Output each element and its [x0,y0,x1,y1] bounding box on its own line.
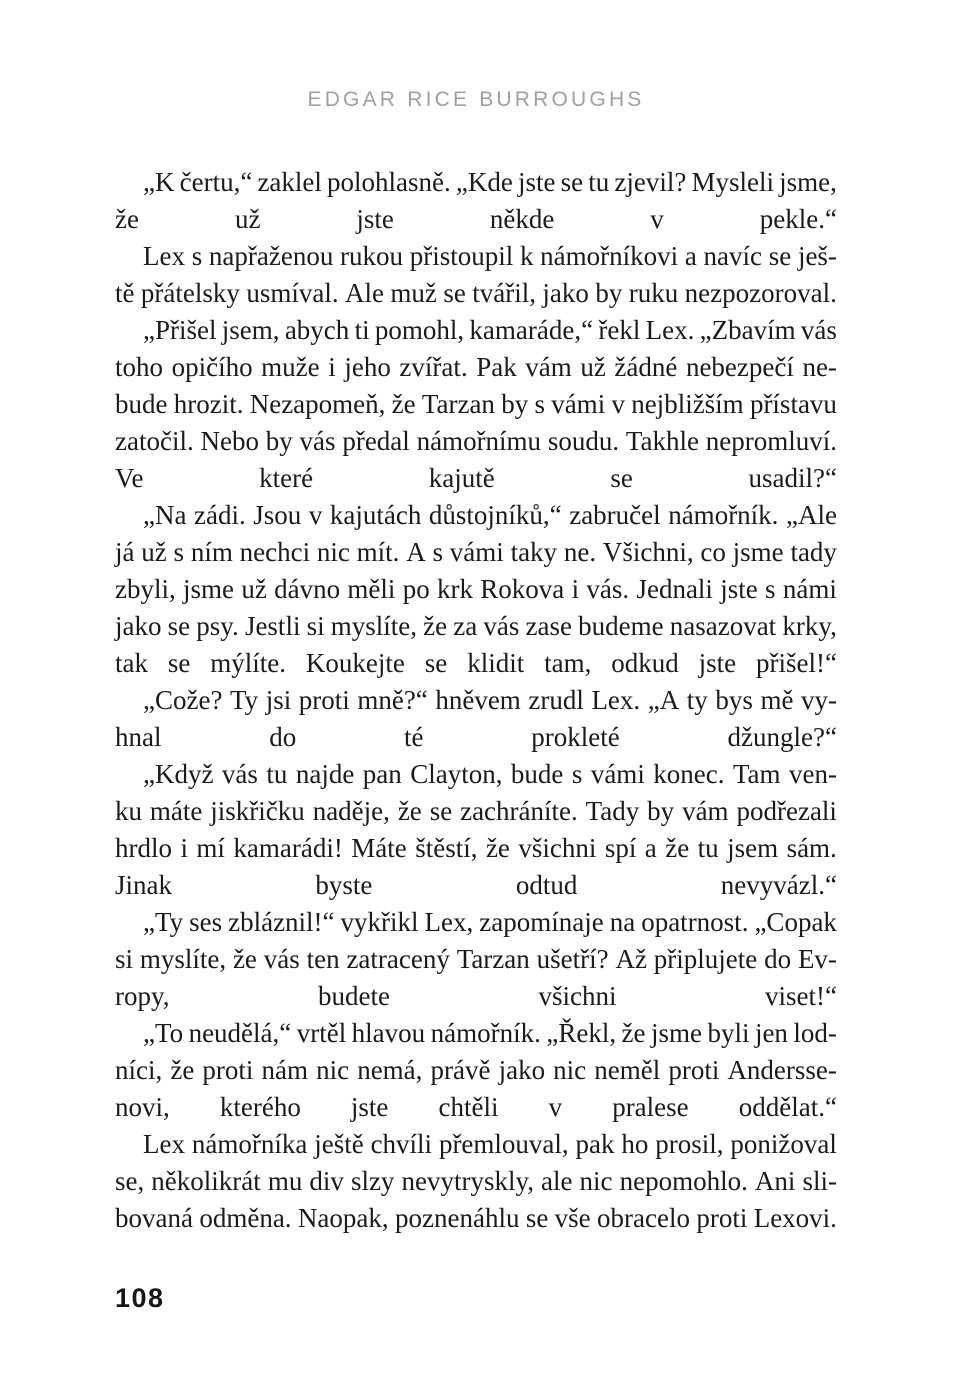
text-line: bude hrozit. Nezapomeň, že Tarzan by s vámi v nejbližším přístavu [115,389,837,419]
text-line: ropy, budete všichni viset!“ [115,981,837,1011]
text-line: novi, kterého jste chtěli v pralese oddělat.“ [115,1092,837,1122]
text-line: „Ty ses zbláznil!“ vykřikl Lex, zapomínaje na opatrnost. „Copak [143,907,837,937]
text-line: toho opičího muže i jeho zvířat. Pak vám už žádné nebezpečí ne- [115,352,837,382]
text-line: „Na zádi. Jsou v kajutách důstojníků,“ zabručel námořník. „Ale [143,500,837,530]
text-line: Ve které kajutě se usadil?“ [115,463,837,493]
page-number: 108 [115,1283,165,1313]
text-line: se, několikrát mu div slzy nevytryskly, ale nic nepomohlo. Ani sli- [115,1166,837,1196]
text-line: ku máte jiskřičku naděje, že se zachráníte. Tady by vám podřezali [115,796,837,826]
text-line: „Cože? Ty jsi proti mně?“ hněvem zrudl Lex. „A ty bys mě vy- [143,685,837,715]
text-line: tě přátelsky usmíval. Ale muž se tvářil, jako by ruku nezpozoroval. [115,278,837,308]
text-line: níci, že proti nám nic nemá, právě jako nic neměl proti Andersse- [115,1055,837,1085]
running-header: EDGAR RICE BURROUGHS [307,88,645,111]
text-block [115,164,837,1237]
text-line: „K čertu,“ zaklel polohlasně. „Kde jste se tu zjevil? Mysleli jsme, [143,167,837,197]
text-line: Lex námořníka ještě chvíli přemlouval, pak ho prosil, ponižoval [143,1129,837,1159]
text-line: bovaná odměna. Naopak, poznenáhlu se vše obracelo proti Lexovi. [115,1203,837,1233]
text-line: jako se psy. Jestli si myslíte, že za vás zase budeme nasazovat krky, [115,611,837,641]
text-line: zbyli, jsme už dávno měli po krk Rokova i vás. Jednali jste s námi [115,574,837,604]
text-line: „Přišel jsem, abych ti pomohl, kamaráde,“ řekl Lex. „Zbavím vás [143,315,837,345]
text-line: si myslíte, že vás ten zatracený Tarzan ušetří? Až připlujete do Ev- [115,944,837,974]
text-line: že už jste někde v pekle.“ [115,204,837,234]
text-line: Lex s napřaženou rukou přistoupil k námořníkovi a navíc se ješ- [143,241,837,271]
text-line: já už s ním nechci nic mít. A s vámi taky ne. Všichni, co jsme tady [115,537,837,567]
text-line: Jinak byste odtud nevyvázl.“ [115,870,837,900]
text-line: zatočil. Nebo by vás předal námořnímu soudu. Takhle nepromluví. [115,426,837,456]
text-line: „To neudělá,“ vrtěl hlavou námořník. „Řekl, že jsme byli jen lod- [143,1018,837,1048]
text-line: hrdlo i mí kamarádi! Máte štěstí, že všichni spí a že tu jsem sám. [115,833,837,863]
text-line: „Když vás tu najde pan Clayton, bude s vámi konec. Tam ven- [143,759,837,789]
text-line: tak se mýlíte. Koukejte se klidit tam, odkud jste přišel!“ [115,648,837,678]
text-line: hnal do té prokleté džungle?“ [115,722,837,752]
